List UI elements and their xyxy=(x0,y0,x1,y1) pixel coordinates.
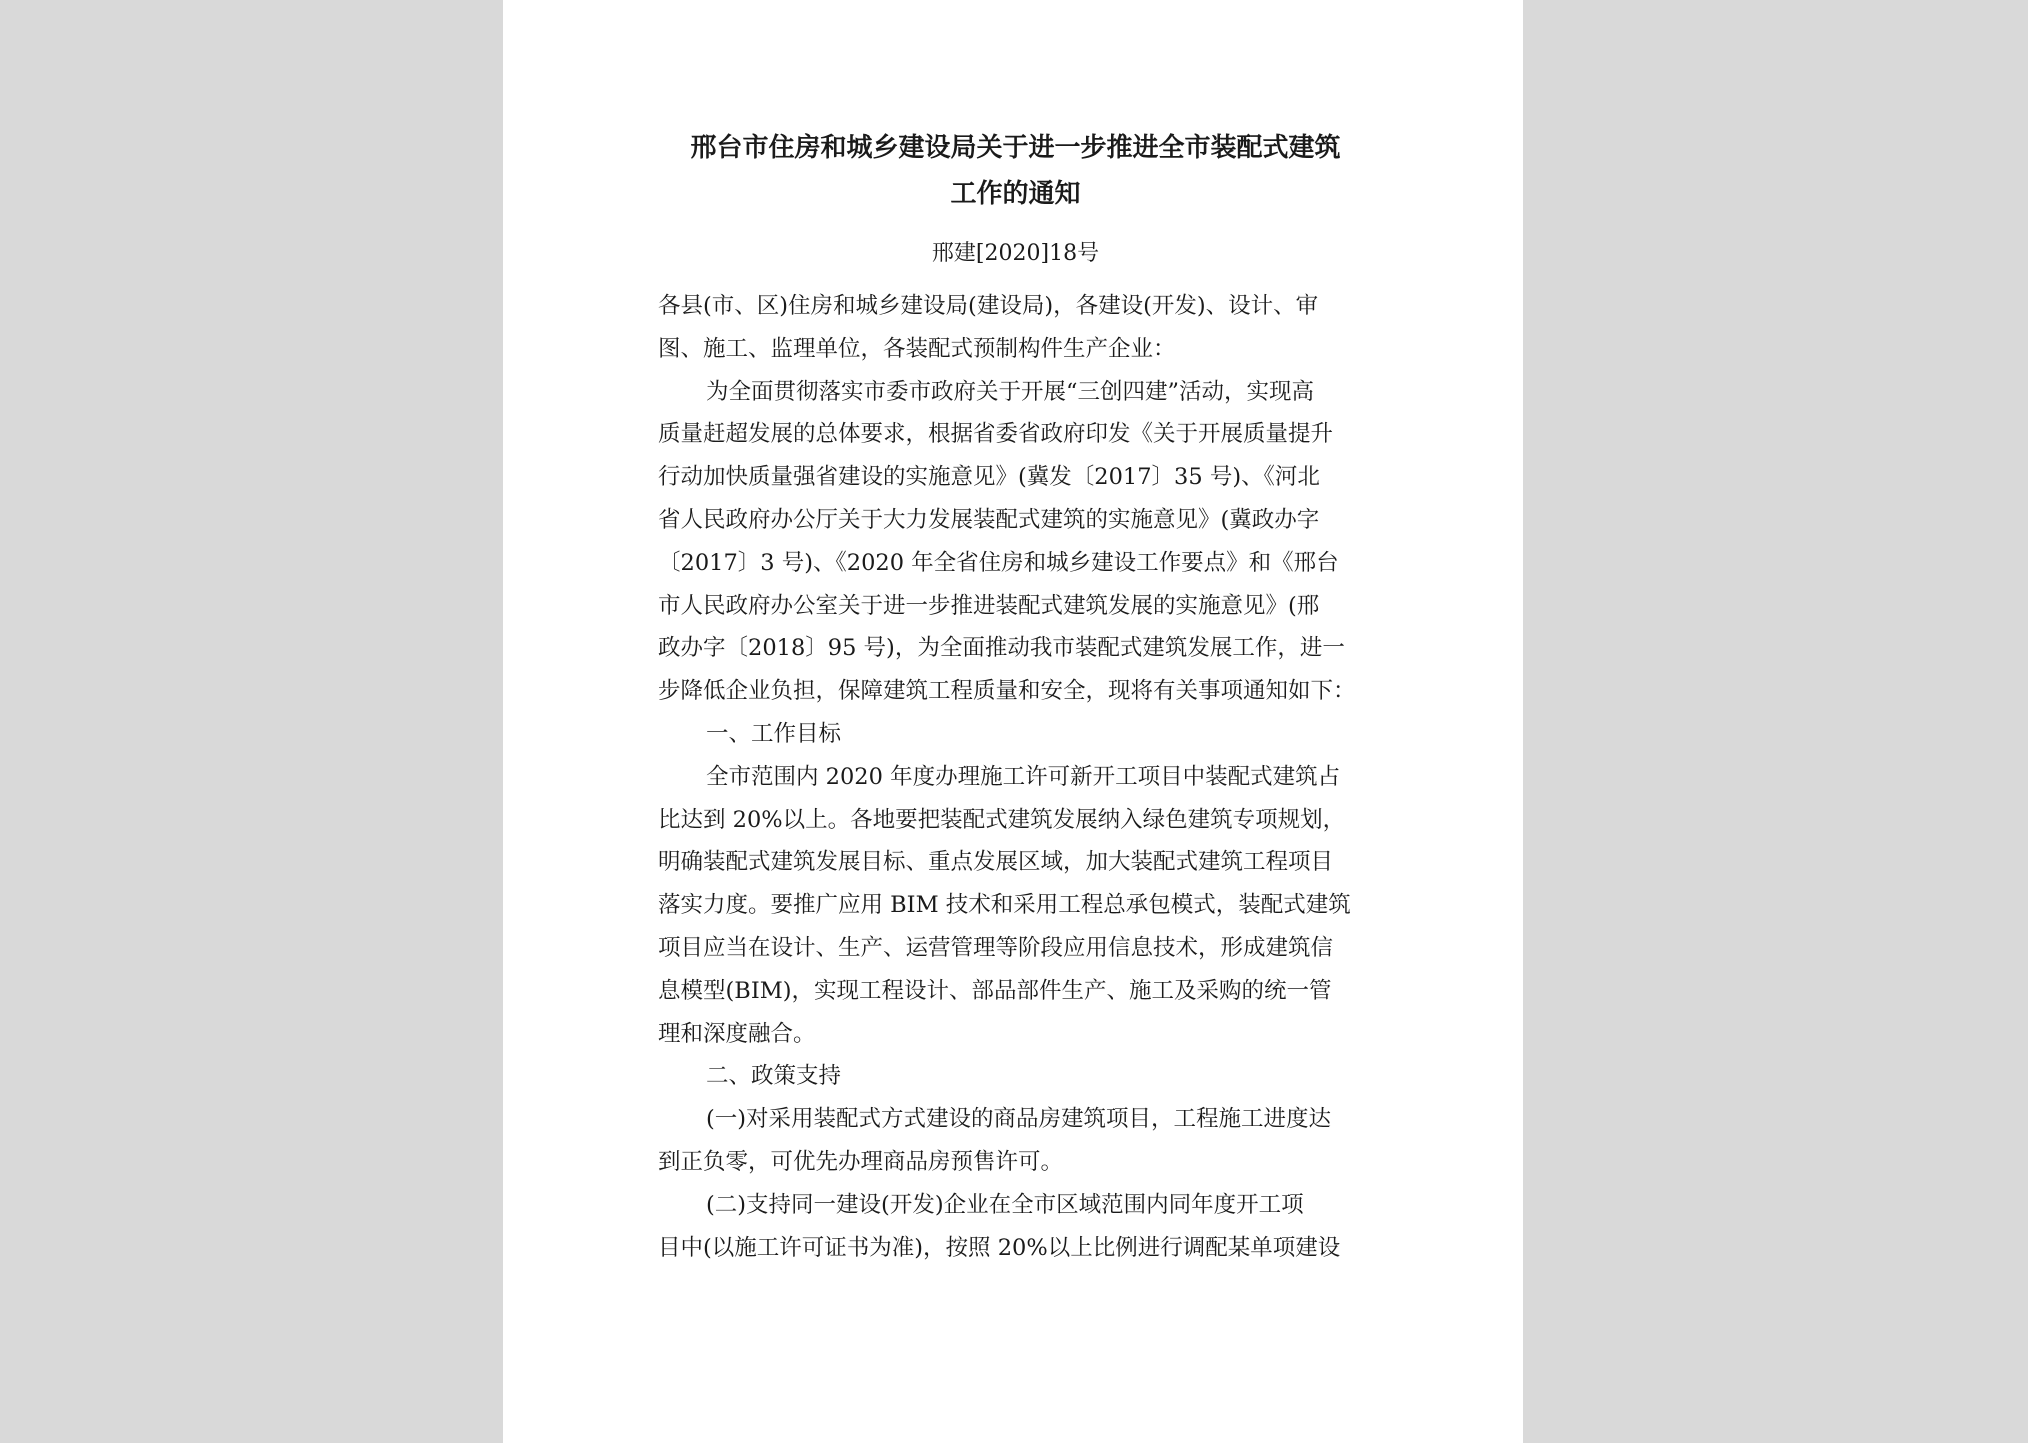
text-line: 到正负零，可优先办理商品房预售许可。 xyxy=(658,1148,1064,1175)
text-line: 步降低企业负担，保障建筑工程质量和安全，现将有关事项通知如下： xyxy=(658,678,1356,705)
policy-item-2 xyxy=(658,1184,1373,1270)
text-line: 市人民政府办公室关于进一步推进装配式建筑发展的实施意见》(邢 xyxy=(658,592,1320,619)
title-line: 工作的通知 xyxy=(950,179,1081,209)
text-line: 项目应当在设计、生产、运营管理等阶段应用信息技术，形成建筑信 xyxy=(658,934,1334,961)
text-line: 各县(市、区)住房和城乡建设局(建设局)，各建设(开发)、设计、审 xyxy=(658,293,1319,319)
text-line: 省人民政府办公厅关于大力发展装配式建筑的实施意见》(冀政办字 xyxy=(658,506,1320,533)
addressee-paragraph xyxy=(658,285,1373,371)
text-line: 比达到 20%以上。各地要把装配式建筑发展纳入绿色建筑专项规划， xyxy=(658,806,1346,833)
document-number: 邢建[2020]18号 xyxy=(931,241,1100,266)
text-line: 质量赶超发展的总体要求，根据省委省政府印发《关于开展质量提升 xyxy=(658,421,1334,448)
text-line: (一)对采用装配式方式建设的商品房建筑项目，工程施工进度达 xyxy=(706,1106,1332,1133)
document-page xyxy=(503,0,1523,1443)
text-line: 理和深度融合。 xyxy=(658,1020,816,1047)
intro-paragraph xyxy=(658,371,1373,713)
goals-paragraph xyxy=(658,756,1373,1056)
document-content xyxy=(658,125,1373,1269)
text-line: 全市范围内 2020 年度办理施工许可新开工项目中装配式建筑占 xyxy=(706,763,1341,790)
document-title xyxy=(658,125,1373,217)
policy-item-1 xyxy=(658,1098,1373,1184)
text-line: 目中(以施工许可证书为准)，按照 20%以上比例进行调配某单项建设 xyxy=(658,1234,1341,1261)
text-line: 为全面贯彻落实市委市政府关于开展“三创四建”活动，实现高 xyxy=(706,378,1315,405)
text-line: 〔2017〕3 号)、《2020 年全省住房和城乡建设工作要点》和《邢台 xyxy=(658,549,1339,576)
text-line: 图、施工、监理单位，各装配式预制构件生产企业： xyxy=(658,335,1176,362)
text-line: 落实力度。要推广应用 BIM 技术和采用工程总承包模式，装配式建筑 xyxy=(658,892,1351,919)
text-line: 行动加快质量强省建设的实施意见》(冀发〔2017〕35 号)、《河北 xyxy=(658,464,1320,491)
section-heading-policy: 二、政策支持 xyxy=(706,1063,842,1090)
text-line: (二)支持同一建设(开发)企业在全市区域范围内同年度开工项 xyxy=(706,1191,1304,1218)
section-heading-goals: 一、工作目标 xyxy=(706,720,842,747)
text-line: 息模型(BIM)，实现工程设计、部品部件生产、施工及采购的统一管 xyxy=(658,977,1332,1004)
title-line: 邢台市住房和城乡建设局关于进一步推进全市装配式建筑 xyxy=(690,133,1341,163)
text-line: 明确装配式建筑发展目标、重点发展区域，加大装配式建筑工程项目 xyxy=(658,849,1334,876)
text-line: 政办字〔2018〕95 号)，为全面推动我市装配式建筑发展工作，进一 xyxy=(658,635,1345,662)
